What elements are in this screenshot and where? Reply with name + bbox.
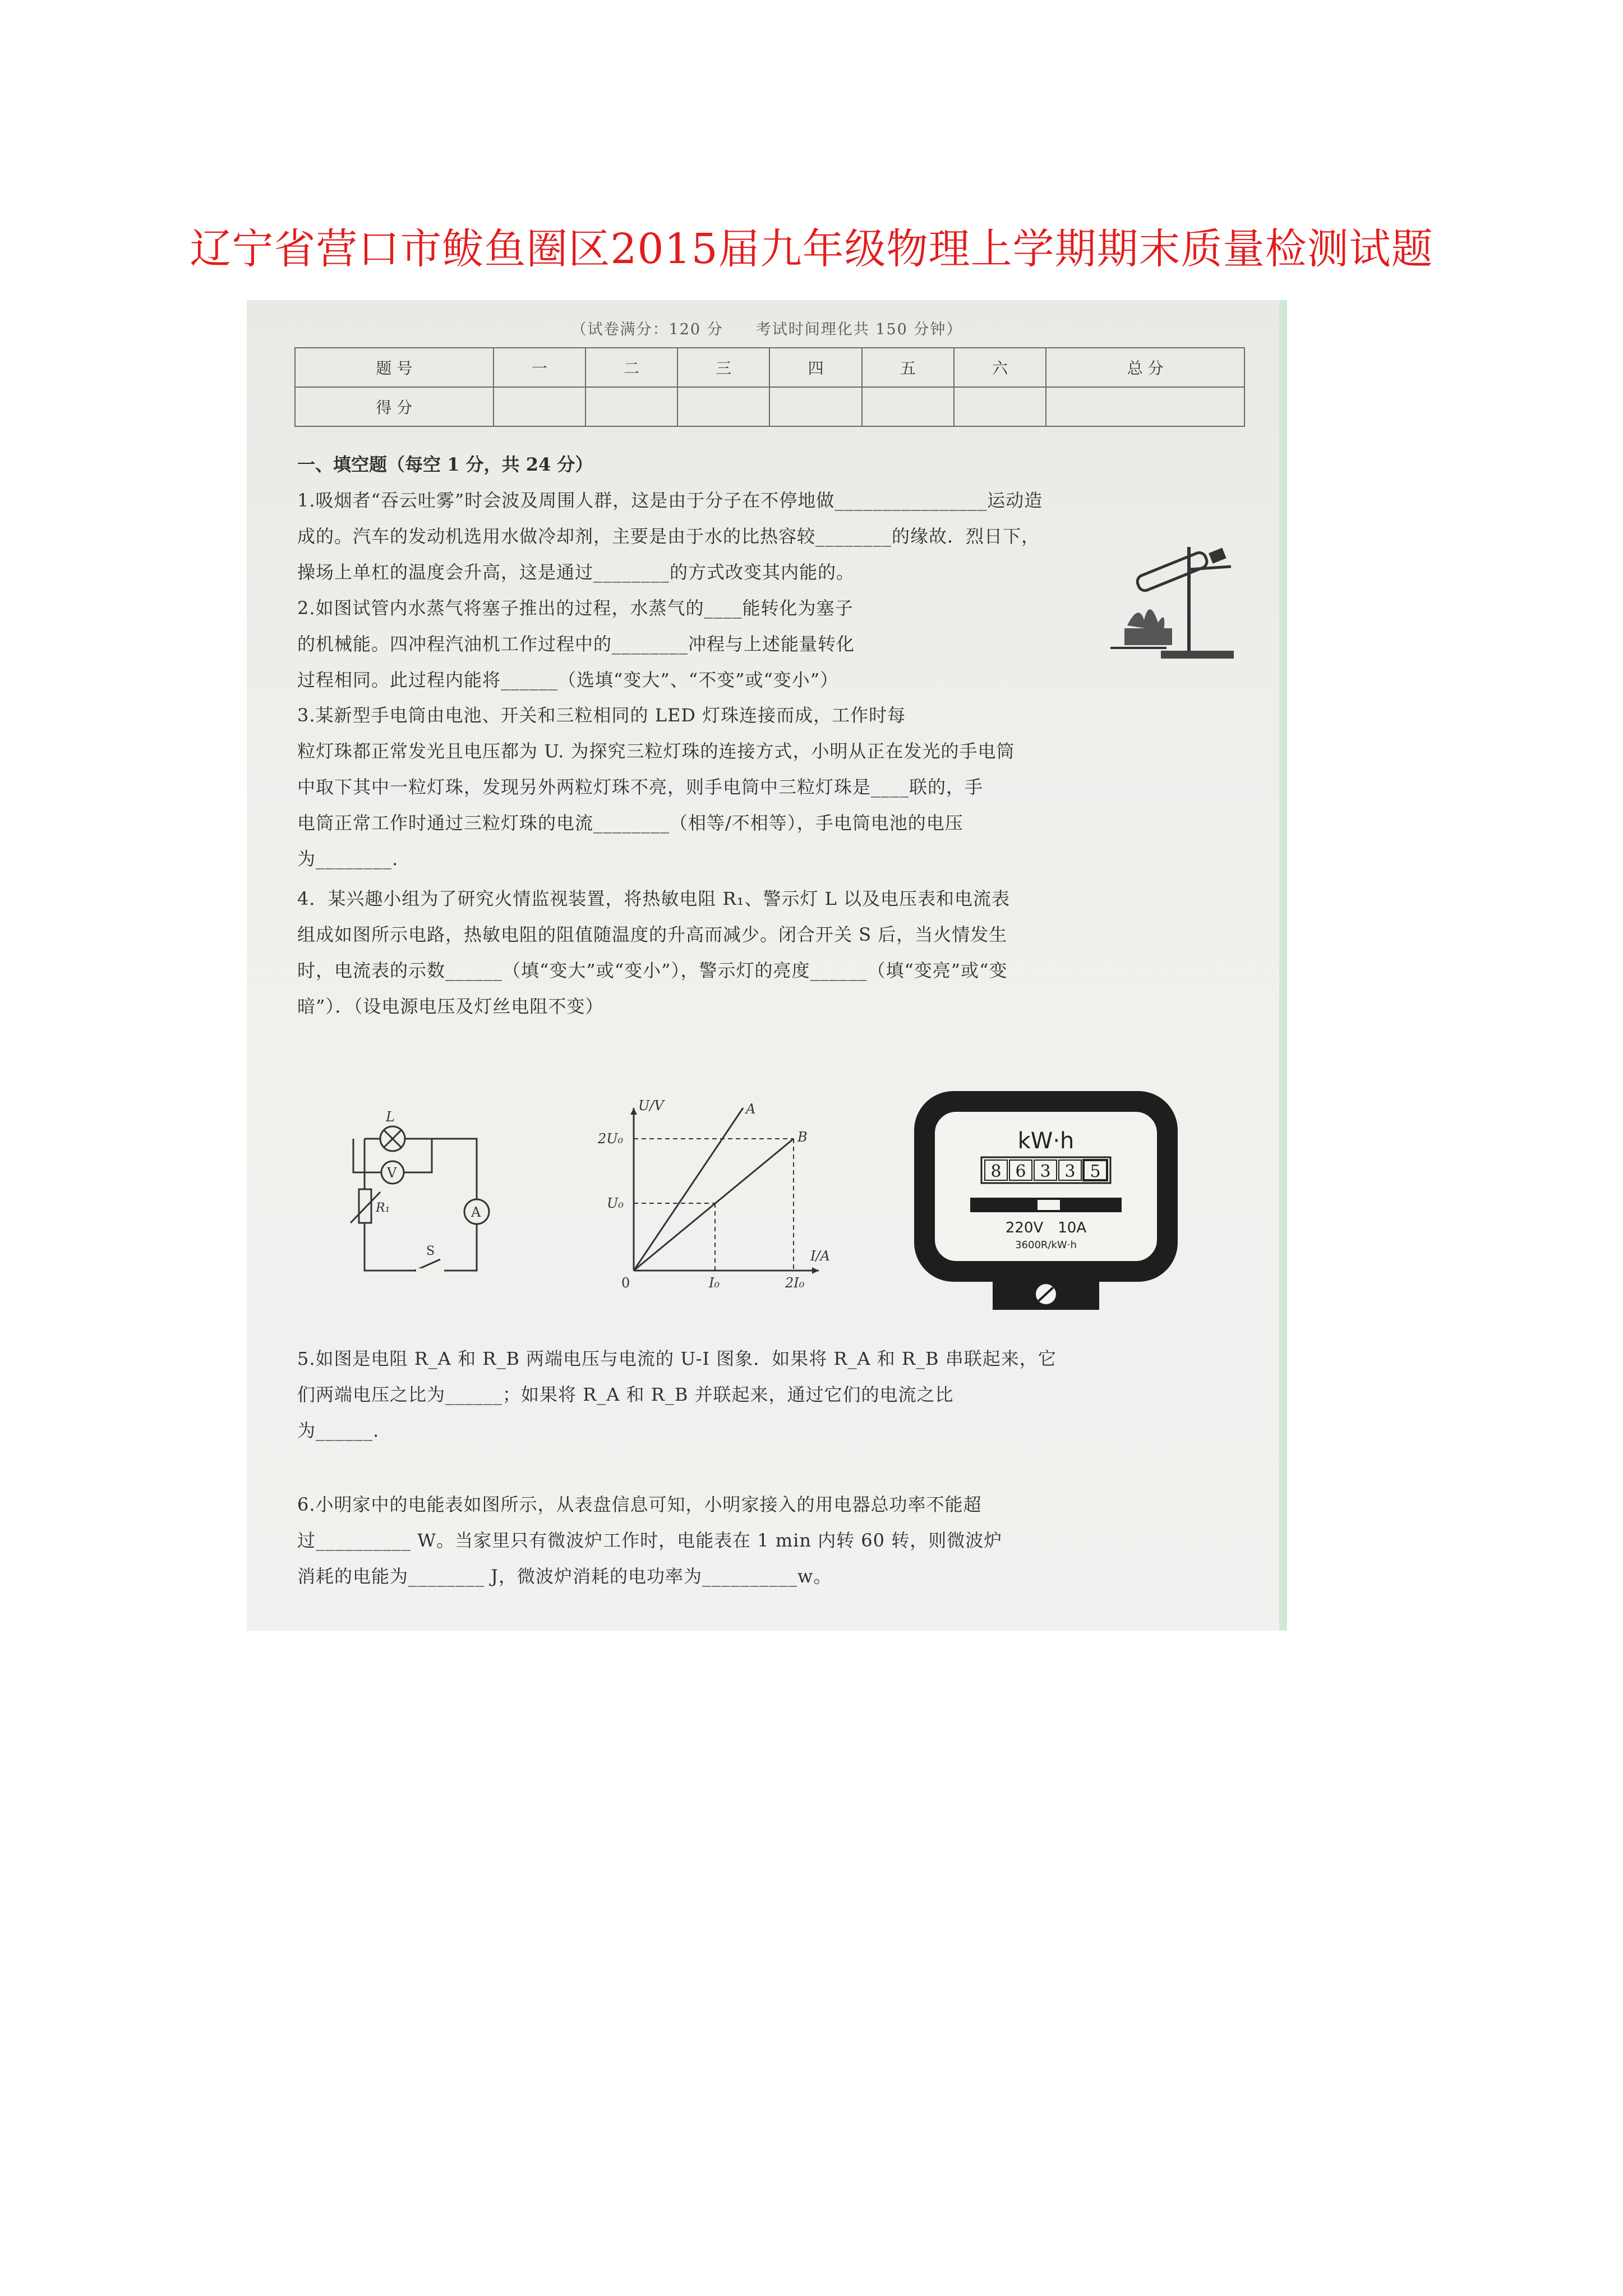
section-heading: 一、填空题（每空 1 分，共 24 分） xyxy=(297,454,593,475)
q4-line: 时，电流表的示数______（填“变大”或“变小”），警示灯的亮度______（填“变亮”或“变 xyxy=(297,960,1008,981)
ui-graph xyxy=(594,1097,836,1299)
graph-line-label: B xyxy=(797,1129,808,1145)
score-blank xyxy=(862,387,954,426)
score-cell: 四 xyxy=(769,348,861,387)
score-blank xyxy=(677,387,769,426)
q5-line: 们两端电压之比为______；如果将 R_A 和 R_B 并联起来，通过它们的电流之比 xyxy=(297,1384,954,1405)
score-blank xyxy=(494,387,585,426)
meter-digit: 8 xyxy=(990,1162,1002,1181)
page-title: 辽宁省营口市鲅鱼圈区2015届九年级物理上学期期末质量检测试题 xyxy=(190,225,1433,273)
meter-digit: 3 xyxy=(1064,1162,1076,1181)
q2-line: 的机械能。四冲程汽油机工作过程中的________冲程与上述能量转化 xyxy=(297,633,855,655)
meter-spec: 3600R/kW·h xyxy=(1015,1239,1077,1251)
q6-line: 过__________ W。当家里只有微波炉工作时，电能表在 1 min 内转 60 转，则微波炉 xyxy=(297,1530,1003,1551)
q1-line: 操场上单杠的温度会升高，这是通过________的方式改变其内能的。 xyxy=(297,562,855,583)
q3-line: 中取下其中一粒灯珠，发现另外两粒灯珠不亮，则手电筒中三粒灯珠是____联的，手 xyxy=(297,776,984,798)
thermistor-icon xyxy=(359,1189,371,1223)
meter-digit: 6 xyxy=(1015,1162,1026,1181)
score-cell: 一 xyxy=(494,348,585,387)
score-cell: 二 xyxy=(585,348,677,387)
q3-line: 3.某新型手电筒由电池、开关和三粒相同的 LED 灯珠连接而成，工作时每 xyxy=(297,705,906,726)
score-blank xyxy=(769,387,861,426)
exam-meta: （试卷满分：120 分 考试时间理化共 150 分钟） xyxy=(571,321,963,338)
question-6 xyxy=(297,1487,1002,1594)
score-blank xyxy=(585,387,677,426)
graph-x-tick: 2I₀ xyxy=(785,1275,805,1291)
q5-line: 5.如图是电阻 R_A 和 R_B 两端电压与电流的 U-I 图象．如果将 R_A 和 R_B 串联起来，它 xyxy=(297,1348,1057,1369)
graph-x-tick: I₀ xyxy=(709,1275,720,1291)
score-table xyxy=(294,347,1245,427)
q3-line: 粒灯珠都正常发光且电压都为 U. 为探究三粒灯珠的连接方式，小明从正在发光的手电筒 xyxy=(297,740,1015,762)
test-tube-figure xyxy=(1105,536,1239,665)
graph-line-label: A xyxy=(746,1101,756,1117)
q6-line: 6.小明家中的电能表如图所示，从表盘信息可知，小明家接入的用电器总功率不能超 xyxy=(297,1494,982,1515)
voltmeter-label: V xyxy=(387,1165,397,1181)
q4-line: 暗”）．（设电源电压及灯丝电阻不变） xyxy=(297,996,604,1017)
photo-edge xyxy=(1279,300,1287,1631)
q5-line: 为______. xyxy=(297,1420,380,1441)
meter-spec: 220V 10A xyxy=(1005,1220,1087,1236)
score-cell: 五 xyxy=(862,348,954,387)
q4-line: 4．某兴趣小组为了研究火情监视装置，将热敏电阻 R₁、警示灯 L 以及电压表和电流表 xyxy=(297,888,1011,909)
question-1 xyxy=(297,482,1043,590)
graph-origin: 0 xyxy=(621,1275,630,1291)
switch-label: S xyxy=(426,1244,435,1258)
score-header-row xyxy=(295,348,1244,387)
q1-line: 1.吸烟者“吞云吐雾”时会波及周围人群，这是由于分子在不停地做________________运动造 xyxy=(297,490,1043,511)
graph-y-tick: 2U₀ xyxy=(598,1131,624,1147)
score-cell: 得 分 xyxy=(295,387,494,426)
q4-line: 组成如图所示电路，热敏电阻的阻值随温度的升高而减少。闭合开关 S 后，当火情发生 xyxy=(297,924,1008,945)
graph-y-tick: U₀ xyxy=(607,1195,624,1211)
question-3 xyxy=(297,697,1015,877)
graph-x-axis-label: I/A xyxy=(810,1248,830,1264)
meter-unit: kW·h xyxy=(1017,1128,1075,1154)
q3-line: 为________. xyxy=(297,848,399,869)
score-blank xyxy=(1046,387,1244,426)
score-cell: 总 分 xyxy=(1046,348,1244,387)
meter-digit: 3 xyxy=(1040,1162,1051,1181)
resistor-label: R₁ xyxy=(376,1201,390,1215)
score-cell: 三 xyxy=(677,348,769,387)
graph-y-axis-label: U/V xyxy=(638,1098,664,1114)
q6-line: 消耗的电能为________ J，微波炉消耗的电功率为__________w。 xyxy=(297,1566,832,1587)
q1-line: 成的。汽车的发动机选用水做冷却剂，主要是由于水的比热容较________的缘故．烈日下， xyxy=(297,526,1040,547)
energy-meter xyxy=(909,1085,1183,1315)
question-2 xyxy=(297,590,855,698)
q2-line: 过程相同。此过程内能将______（选填“变大”、“不变”或“变小”） xyxy=(297,669,839,691)
circuit-diagram xyxy=(320,1108,522,1293)
score-blank xyxy=(954,387,1046,426)
question-4 xyxy=(297,881,1010,1024)
score-value-row xyxy=(295,387,1244,426)
score-cell: 六 xyxy=(954,348,1046,387)
question-5 xyxy=(297,1341,1057,1448)
ammeter-label: A xyxy=(471,1204,481,1220)
q3-line: 电筒正常工作时通过三粒灯珠的电流________（相等/不相等），手电筒电池的电压 xyxy=(297,812,963,834)
score-cell: 题 号 xyxy=(295,348,494,387)
lamp-label: L xyxy=(386,1109,395,1125)
exam-photo xyxy=(247,300,1287,1631)
q2-line: 2.如图试管内水蒸气将塞子推出的过程，水蒸气的____能转化为塞子 xyxy=(297,597,854,619)
meter-digit: 5 xyxy=(1090,1162,1101,1181)
